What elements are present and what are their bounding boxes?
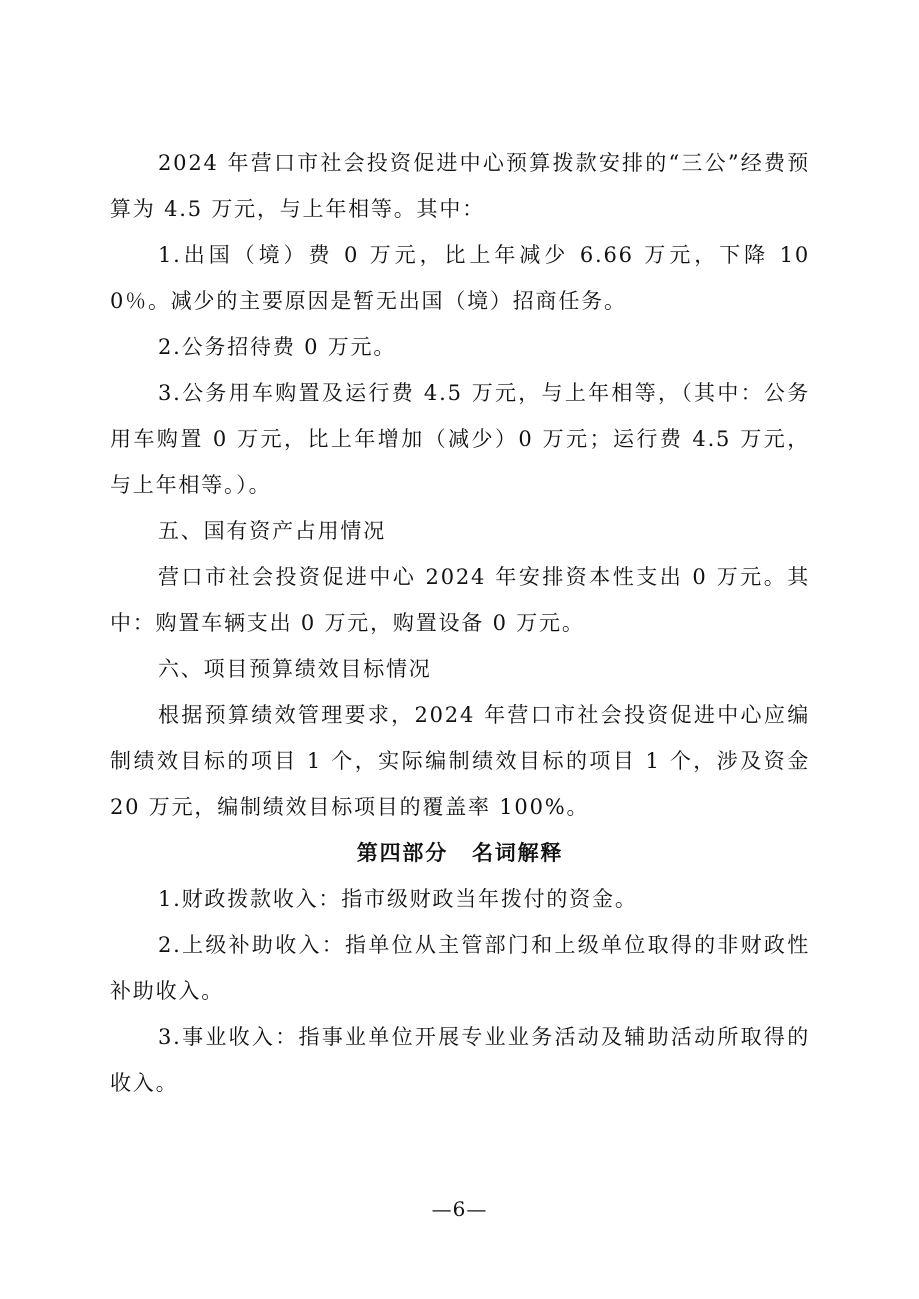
heading-state-assets: 五、国有资产占用情况: [158, 519, 386, 543]
paragraph-overseas-travel: 1.出国（境）费 0 万元，比上年减少 6.66 万元，下降 100％。减少的主要原因是暂无出国（境）招商任务。: [110, 243, 810, 313]
definition-business-income: 3.事业收入：指事业单位开展专业业务活动及辅助活动所取得的收入。: [110, 1025, 810, 1095]
paragraph-official-vehicles: 3.公务用车购置及运行费 4.5 万元，与上年相等，（其中：公务用车购置 0 万元，比上年增加（减少）0 万元；运行费 4.5 万元，与上年相等。）。: [110, 381, 810, 497]
paragraph-sangong-budget: 2024 年营口市社会投资促进中心预算拨款安排的“三公”经费预算为 4.5 万元，与上年相等。其中：: [110, 151, 810, 221]
heading-performance-goals: 六、项目预算绩效目标情况: [158, 657, 432, 681]
paragraph-reception: 2.公务招待费 0 万元。: [158, 335, 397, 359]
paragraph-performance-goals: 根据预算绩效管理要求，2024 年营口市社会投资促进中心应编制绩效目标的项目 1 个，实际编制绩效目标的项目 1 个，涉及资金 20 万元，编制绩效目标项目的覆盖率 100%。: [110, 703, 810, 819]
document-body: [110, 140, 810, 1106]
paragraph-capital-expenditure: 营口市社会投资促进中心 2024 年安排资本性支出 0 万元。其中：购置车辆支出 0 万元，购置设备 0 万元。: [110, 565, 810, 635]
part-four-label: 第四部分: [356, 840, 448, 865]
part-four-title: [110, 830, 810, 876]
definition-fiscal-appropriation: 1.财政拨款收入：指市级财政当年拨付的资金。: [158, 887, 638, 911]
page-number: —6—: [431, 1197, 488, 1221]
part-four-name: 名词解释: [472, 840, 564, 865]
definition-superior-subsidy: 2.上级补助收入：指单位从主管部门和上级单位取得的非财政性补助收入。: [110, 933, 810, 1003]
